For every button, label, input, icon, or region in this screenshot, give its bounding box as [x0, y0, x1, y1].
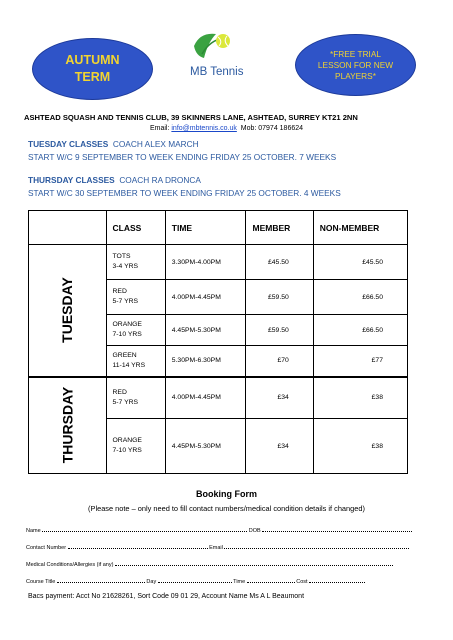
- email-label: Email:: [149, 125, 170, 132]
- email-link[interactable]: info@mbtennis.co.uk: [171, 125, 237, 132]
- term-line-1: AUTUMN: [65, 53, 120, 67]
- course-line: [26, 577, 365, 585]
- member-price: £70: [246, 346, 313, 377]
- contact-number-label: Contact Number: [26, 545, 67, 551]
- time-cell: 3.30PM-4.00PM: [165, 245, 246, 280]
- email-field[interactable]: [224, 543, 409, 549]
- class-ages: 5-7 YRS: [112, 398, 139, 406]
- class-ages: 7-10 YRS: [112, 447, 142, 454]
- contact-email-line: [26, 543, 409, 551]
- non-member-price: £66.50: [313, 280, 407, 315]
- time-label: Time: [233, 579, 246, 585]
- class-ages: 7-10 YRS: [112, 331, 142, 338]
- thursday-heading: THURSDAY CLASSES: [28, 175, 115, 185]
- name-field[interactable]: [42, 526, 247, 532]
- class-cell: [106, 245, 165, 280]
- term-line-2: TERM: [74, 70, 111, 84]
- medical-line: [26, 560, 393, 568]
- class-name: ORANGE: [112, 437, 142, 444]
- trial-line-1: *FREE TRIAL: [329, 48, 382, 59]
- club-address: ASHTEAD SQUASH AND TENNIS CLUB, 39 SKINNERS LANE, ASHTEAD, SURREY KT21 2NN: [24, 113, 358, 122]
- day-field[interactable]: [158, 577, 232, 583]
- dob-label: DOB: [248, 528, 261, 534]
- class-ages: 5-7 YRS: [112, 298, 139, 305]
- dob-field[interactable]: [262, 526, 412, 532]
- thursday-heading-line: [28, 175, 201, 185]
- class-name: RED: [112, 288, 127, 295]
- header-time: TIME: [165, 211, 246, 245]
- mobile-number: Mob: 07974 186624: [240, 125, 304, 132]
- table-row: [29, 245, 408, 280]
- thursday-dates: START W/C 30 SEPTEMBER TO WEEK ENDING FRIDAY 25 OCTOBER. 4 WEEKS: [28, 188, 341, 198]
- time-field[interactable]: [247, 577, 295, 583]
- tuesday-heading-line: [28, 139, 199, 149]
- name-label: Name: [26, 528, 41, 534]
- class-schedule-table: [28, 210, 408, 474]
- contact-line: [0, 125, 453, 132]
- header-member: MEMBER: [246, 211, 313, 245]
- non-member-price: £45.50: [313, 245, 407, 280]
- time-cell: 4.45PM-5.30PM: [165, 419, 246, 474]
- class-name: RED: [112, 388, 127, 396]
- table-row: [29, 377, 408, 419]
- tennis-ball-icon: [190, 28, 236, 64]
- course-title-field[interactable]: [57, 577, 145, 583]
- member-price: £45.50: [246, 245, 313, 280]
- non-member-price: £66.50: [313, 315, 407, 346]
- class-ages: 11-14 YRS: [112, 361, 146, 369]
- member-price: £59.50: [246, 315, 313, 346]
- booking-email-label: Email: [209, 545, 223, 551]
- free-trial-badge: [295, 34, 416, 96]
- day-tuesday-cell: [29, 245, 107, 377]
- booking-form-note: (Please note – only need to fill contact numbers/medical condition details if changed): [88, 504, 365, 513]
- booking-form-title: Booking Form: [196, 489, 257, 499]
- time-cell: 5.30PM-6.30PM: [165, 346, 246, 377]
- class-cell: [106, 280, 165, 315]
- contact-number-field[interactable]: [68, 543, 208, 549]
- brand-name: MB Tennis: [190, 66, 244, 78]
- class-cell: [106, 419, 165, 474]
- non-member-price: £77: [313, 346, 407, 377]
- class-cell: [106, 377, 165, 419]
- member-price: £34: [246, 419, 313, 474]
- day-thursday: THURSDAY: [59, 387, 76, 464]
- class-cell: [106, 346, 165, 377]
- trial-line-3: PLAYERS*: [335, 70, 376, 81]
- tuesday-heading: TUESDAY CLASSES: [28, 139, 109, 149]
- tuesday-coach: COACH ALEX MARCH: [112, 139, 199, 149]
- non-member-price: £38: [313, 377, 407, 419]
- non-member-price: £38: [313, 419, 407, 474]
- table-header-row: [29, 211, 408, 245]
- header-blank: [29, 211, 107, 245]
- header-non-member: NON-MEMBER: [313, 211, 407, 245]
- day-thursday-cell: [29, 377, 107, 474]
- time-cell: 4.00PM-4.45PM: [165, 280, 246, 315]
- class-name: GREEN: [112, 351, 137, 359]
- trial-line-2: LESSON FOR NEW: [317, 59, 394, 70]
- class-name: TOTS: [112, 253, 131, 260]
- class-cell: [106, 315, 165, 346]
- class-ages: 3-4 YRS: [112, 263, 139, 270]
- member-price: £59.50: [246, 280, 313, 315]
- header-class: CLASS: [106, 211, 165, 245]
- autumn-term-badge: [32, 38, 153, 100]
- time-cell: 4.45PM-5.30PM: [165, 315, 246, 346]
- medical-label: Medical Conditions/Allergies (if any): [26, 562, 114, 568]
- name-dob-line: [26, 526, 412, 534]
- day-tuesday: TUESDAY: [59, 277, 76, 344]
- time-cell: 4.00PM-4.45PM: [165, 377, 246, 419]
- tuesday-dates: START W/C 9 SEPTEMBER TO WEEK ENDING FRIDAY 25 OCTOBER. 7 WEEKS: [28, 152, 337, 162]
- course-title-label: Course Title: [26, 579, 56, 585]
- day-label: Day: [146, 579, 157, 585]
- cost-field[interactable]: [309, 577, 365, 583]
- bacs-payment-details: Bacs payment: Acct No 21628261, Sort Code 09 01 29, Account Name Ms A L Beaumont: [28, 593, 305, 600]
- cost-label: Cost: [296, 579, 308, 585]
- medical-field[interactable]: [115, 560, 393, 566]
- thursday-coach: COACH RA DRONCA: [119, 175, 201, 185]
- member-price: £34: [246, 377, 313, 419]
- class-name: ORANGE: [112, 321, 142, 328]
